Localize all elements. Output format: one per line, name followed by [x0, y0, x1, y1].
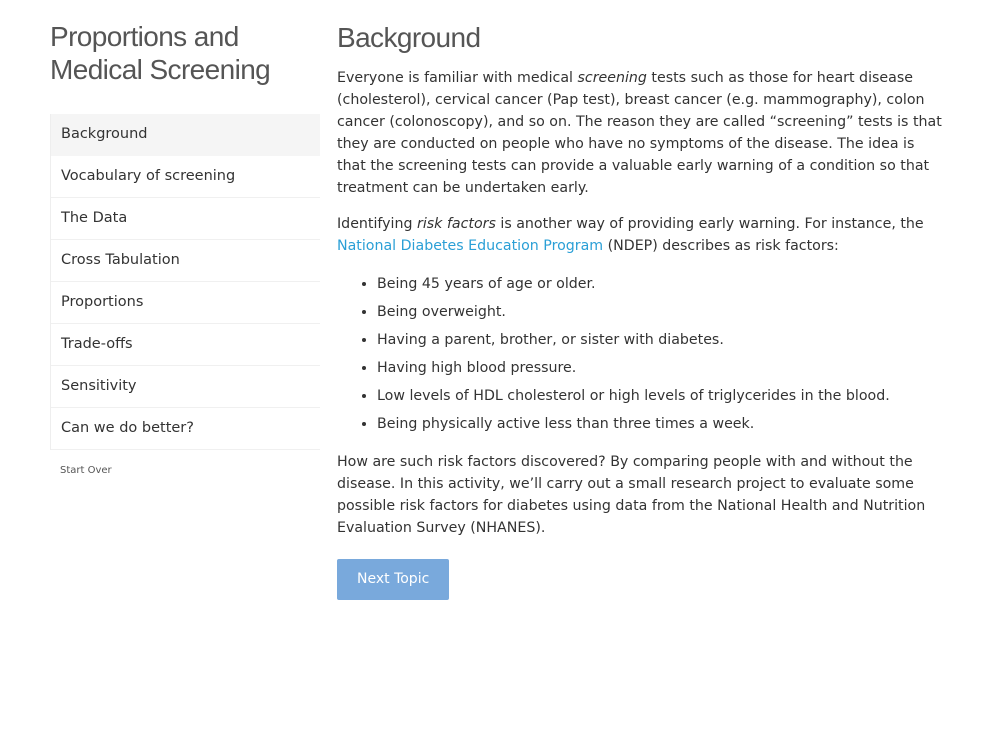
risk-text-middle: is another way of providing early warning. For instance, the — [495, 216, 924, 232]
intro-text-end: tests such as those for heart disease (cholesterol), cervical cancer (Pap test), breast cancer (e.g. mammography), colon cancer (colonoscopy), and so on. The reason they are called “screening” tests is that they are conducted on people who have no symptoms of the disease. The idea is that the screening tests can provide a valuable early warning of a condition so that treatment can be undertaken early. — [337, 70, 942, 196]
screening-emphasis: screening — [577, 70, 647, 86]
topic-nav — [50, 114, 320, 450]
risk-factors-emphasis: risk factors — [417, 216, 496, 232]
list-item: • Having high blood pressure. — [377, 357, 947, 379]
nav-item-sensitivity[interactable]: Sensitivity — [51, 366, 320, 408]
nav-item-trade-offs[interactable]: Trade-offs — [51, 324, 320, 366]
intro-paragraph — [337, 67, 947, 199]
list-item: • Low levels of HDL cholesterol or high levels of triglycerides in the blood. — [377, 385, 947, 407]
intro-text-start: Everyone is familiar with medical — [337, 70, 578, 86]
nav-item-the-data[interactable]: The Data — [51, 198, 320, 240]
nav-item-can-we-do-better[interactable]: Can we do better? — [51, 408, 320, 450]
sidebar — [50, 20, 320, 477]
nav-item-vocabulary-of-screening[interactable]: Vocabulary of screening — [51, 156, 320, 198]
list-item: • Being overweight. — [377, 301, 947, 323]
page-title: Background — [337, 22, 481, 53]
risk-text-start: Identifying — [337, 216, 418, 232]
app-title: Proportions and Medical Screening — [50, 21, 271, 85]
next-topic-button[interactable]: Next Topic — [337, 559, 449, 600]
risk-text-end: (NDEP) describes as risk factors: — [603, 238, 839, 254]
list-item: • Being physically active less than three times a week. — [377, 413, 947, 435]
main-content — [337, 20, 947, 600]
nav-item-cross-tabulation[interactable]: Cross Tabulation — [51, 240, 320, 282]
discovery-paragraph: How are such risk factors discovered? By comparing people with and without the disease. In this activity, we’ll carry out a small research project to evaluate some possible risk factors for diabetes using data from the National Health and Nutrition Evaluation Survey (NHANES). — [337, 454, 926, 536]
risk-factors-paragraph — [337, 213, 947, 257]
ndep-link[interactable]: National Diabetes Education Program — [337, 238, 604, 254]
start-over-link[interactable]: Start Over — [60, 465, 112, 476]
list-item: • Having a parent, brother, or sister with diabetes. — [377, 329, 947, 351]
nav-item-proportions[interactable]: Proportions — [51, 282, 320, 324]
nav-item-background[interactable]: Background — [51, 114, 320, 156]
list-item: • Being 45 years of age or older. — [377, 273, 947, 295]
risk-factor-list — [337, 273, 947, 435]
